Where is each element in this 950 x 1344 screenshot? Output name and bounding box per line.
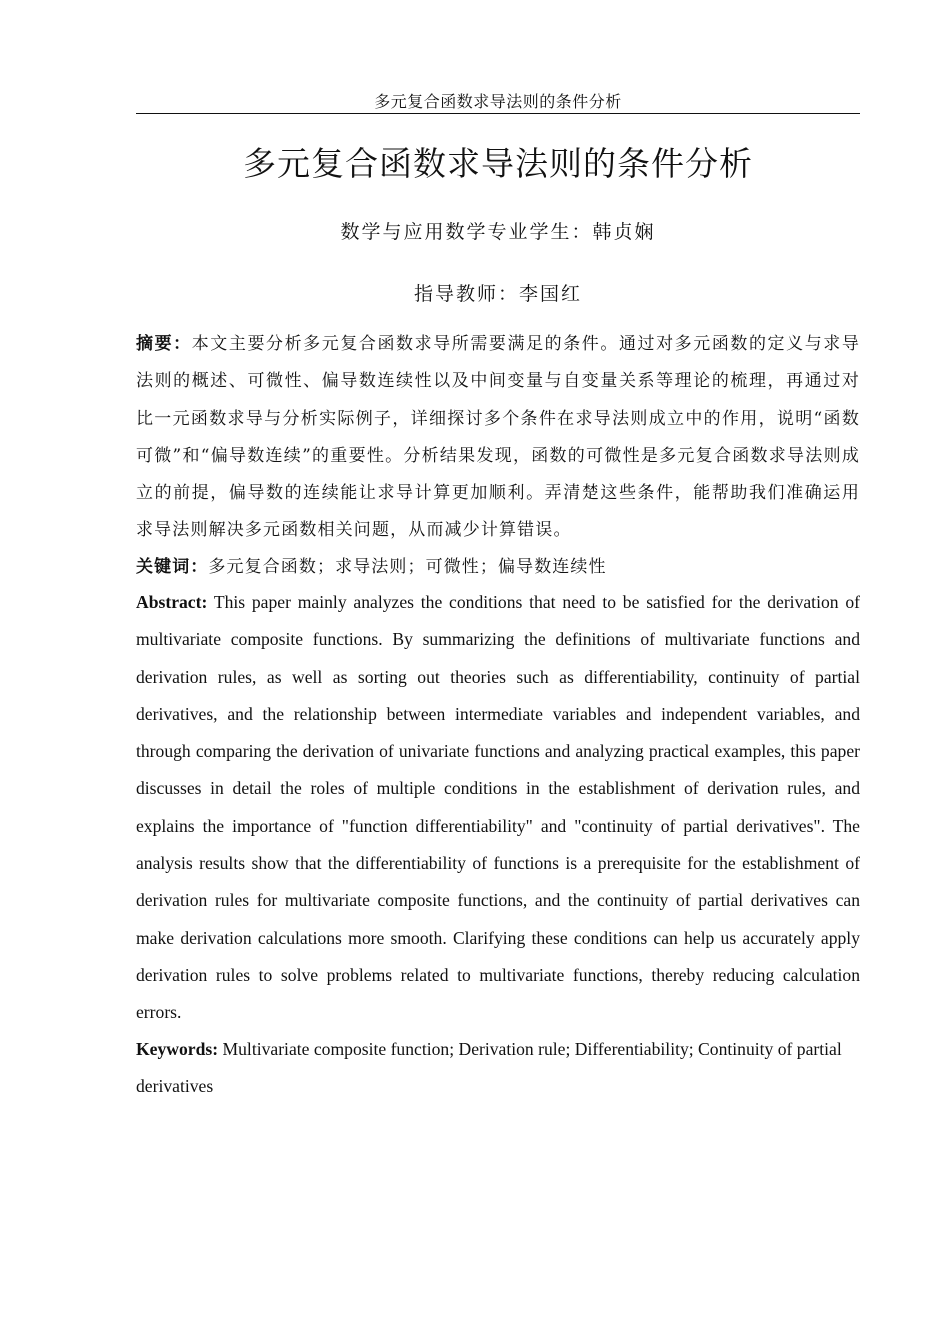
header-rule: [136, 113, 860, 114]
abstract-en: [136, 584, 860, 1032]
abstract-en-text: This paper mainly analyzes the conditions that need to be satisfied for the derivation of multivariate composite functions. By summarizing the definitions of multivariate functions and derivation rules, as well as sorting out theories such as differentiability, continuity of partial derivatives, and the relationship between intermediate variables and independent variables, and through comparing the derivation of univariate functions and analyzing practical examples, this paper discusses in detail the roles of multiple conditions in the establishment of derivation rules, and explains the importance of "function differentiability" and "continuity of partial derivatives". The analysis results show that the differentiability of functions is a prerequisite for the establishment of derivation rules for multivariate composite functions, and the continuity of partial derivatives can make derivation calculations more smooth. Clarifying these conditions can help us accurately apply derivation rules to solve problems related to multivariate functions, thereby reducing calculation errors.: [136, 592, 860, 1023]
keywords-cn-text: 多元复合函数；求导法则；可微性；偏导数连续性: [208, 557, 607, 577]
author-line: 数学与应用数学专业学生：韩贞娴: [340, 221, 656, 243]
keywords-cn-label: 关键词：: [136, 557, 209, 577]
abstract-cn: [136, 326, 860, 550]
keywords-en-text: Multivariate composite function; Derivation rule; Differentiability; Continuity of partial derivatives: [136, 1039, 842, 1096]
running-header: 多元复合函数求导法则的条件分析: [374, 92, 622, 111]
abstract-cn-label: 摘要：: [136, 334, 192, 354]
paper-title: 多元复合函数求导法则的条件分析: [243, 144, 753, 183]
supervisor-line: 指导教师：李国红: [413, 283, 582, 305]
keywords-en-label: Keywords:: [136, 1039, 219, 1059]
abstract-en-label: Abstract:: [136, 592, 208, 612]
keywords-cn: [136, 549, 860, 586]
keywords-en: [136, 1031, 860, 1105]
abstract-cn-text: 本文主要分析多元复合函数求导所需要满足的条件。通过对多元函数的定义与求导法则的概述、可微性、偏导数连续性以及中间变量与自变量关系等理论的梳理，再通过对比一元函数求导与分析实际例子，详细探讨多个条件在求导法则成立中的作用，说明“函数可微”和“偏导数连续”的重要性。分析结果发现，函数的可微性是多元复合函数求导法则成立的前提，偏导数的连续能让求导计算更加顺利。弄清楚这些条件，能帮助我们准确运用求导法则解决多元函数相关问题，从而减少计算错误。: [136, 334, 860, 541]
